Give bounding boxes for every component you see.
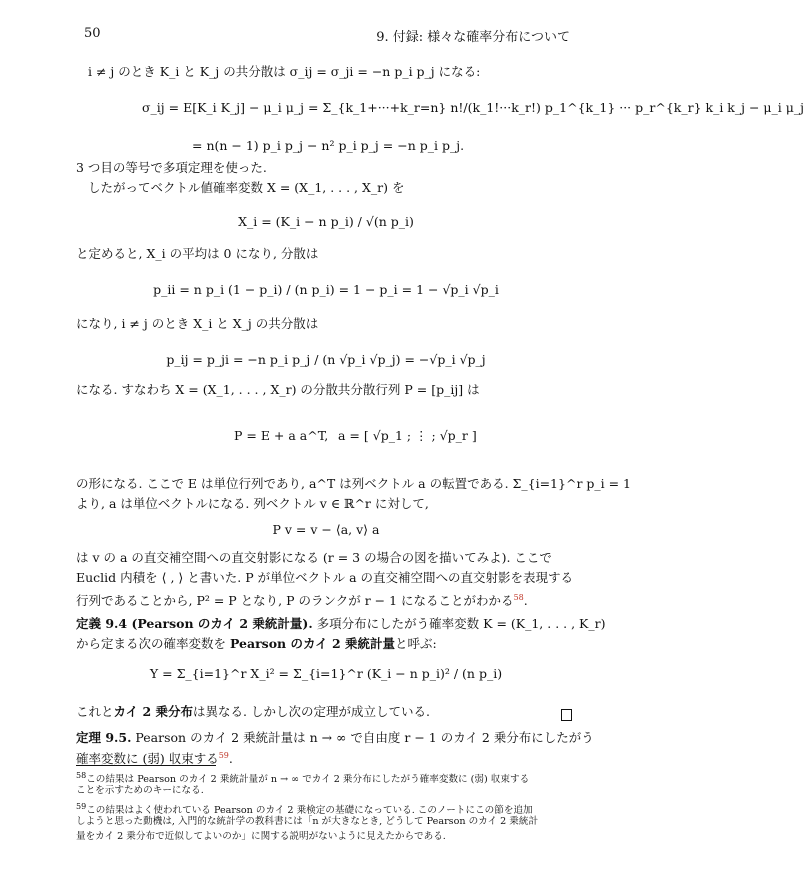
text: と呼ぶ: (395, 636, 437, 651)
text: . (523, 593, 528, 609)
footnote-59-cont: しようと思った動機は, 入門的な統計学の教科書には「n が大きなとき, どうして Pearson のカイ 2 乗統計 (76, 816, 539, 827)
definition-heading-line (76, 614, 606, 634)
footnote-number: 58 (76, 771, 87, 780)
equation-covariance-x: p_ij = p_ji = −n p_i p_j / (n √p_i √p_j) = −√p_i √p_j (166, 352, 486, 367)
theorem-text: Pearson のカイ 2 乗統計量は n → ∞ で自由度 r − 1 のカイ 2 乗分布にしたがう (131, 730, 594, 745)
paragraph-line: になる. すなわち X = (X_1, . . . , X_r) の分散共分散行列 P = [p_ij] は (76, 382, 480, 397)
definition-text: 多項分布にしたがう確率変数 K = (K_1, . . . , K_r) (312, 616, 606, 631)
footnote-59-cont: 量をカイ 2 乗分布で近似してよいのか」に関する説明がないように見えたからである. (76, 831, 446, 842)
paragraph-line (76, 702, 576, 722)
equation-pearson: Y = Σ_{i=1}^r X_i² = Σ_{i=1}^r (K_i − n p_i)² / (n p_i) (149, 666, 503, 681)
footnote-text: この結果は Pearson のカイ 2 乗統計量が n → ∞ でカイ 2 乗分布にしたがう確率変数に (弱) 収束する (86, 774, 530, 786)
equation-covariance-result: = n(n − 1) p_i p_j − n² p_i p_j = −n p_i p_j. (192, 138, 465, 153)
paragraph-line (76, 588, 576, 611)
paragraph-line: Euclid 内積を ⟨ , ⟩ と書いた. P が単位ベクトル a の直交補空間への直交射影を表現する (76, 570, 573, 585)
paragraph-line: の形になる. ここで E は単位行列であり, a^T は列ベクトル a の転置である. Σ_{i=1}^r p_i = 1 (76, 476, 632, 491)
text: これと (76, 704, 114, 719)
text: は異なる. しかし次の定理が成立している. (193, 704, 430, 719)
text: から定まる次の確率変数を (76, 636, 230, 651)
paragraph-line: は v の a の直交補空間への直交射影になる (r = 3 の場合の図を描いてみよ). ここで (76, 550, 552, 565)
qed-box (561, 709, 572, 721)
paragraph-line: 3 つ目の等号で多項定理を使った. (76, 160, 267, 175)
definition-line (76, 634, 576, 654)
text: . (228, 751, 233, 767)
footnote-text: この結果はよく使われている Pearson のカイ 2 乗検定の基礎になっている. このノートにこの節を追加 (86, 805, 533, 817)
footnote-rule (76, 765, 216, 766)
paragraph-line: i ≠ j のとき K_i と K_j の共分散は σ_ij = σ_ji = −n p_i p_j になる: (88, 64, 481, 79)
definition-title: 定義 9.4 (Pearson のカイ 2 乗統計量). (76, 616, 313, 631)
equation-projection: P v = v − ⟨a, v⟩ a (272, 522, 380, 537)
equation-variance: p_ii = n p_i (1 − p_i) / (n p_i) = 1 − p_i = 1 − √p_i √p_i (153, 282, 499, 297)
footnote-58-cont: ことを示すためのキーになる. (76, 785, 204, 796)
equation-covariance: σ_ij = E[K_i K_j] − μ_i μ_j = Σ_{k_1+···+k_r=n} n!/(k_1!···k_r!) p_1^{k_1} ··· p_r^{k_r} k_i k_j − μ_i μ_j (142, 100, 804, 115)
equation-standardized: X_i = (K_i − n p_i) / √(n p_i) (238, 214, 414, 229)
footnote-ref-59[interactable]: 59 (218, 751, 229, 760)
term-bold: カイ 2 乗分布 (113, 704, 194, 719)
footnote-ref-58[interactable]: 58 (513, 593, 524, 602)
footnote-number: 59 (76, 802, 87, 811)
running-header: 9. 付録: 様々な確率分布について (376, 30, 570, 45)
text: 確率変数に (弱) 収束する (76, 751, 219, 767)
paragraph-line: したがってベクトル値確率変数 X = (X_1, . . . , X_r) を (88, 180, 405, 195)
text: 行列であることから, P² = P となり, P のランクが r − 1 になることがわかる (76, 593, 514, 609)
equation-matrix-p: P = E + a a^T, (234, 428, 329, 443)
equation-vector-a: a = [ √p_1 ; ⋮ ; √p_r ] (338, 428, 477, 443)
paragraph-line: より, a は単位ベクトルになる. 列ベクトル v ∈ ℝ^r に対して, (76, 496, 429, 511)
theorem-title: 定理 9.5. (76, 730, 132, 745)
paragraph-line: と定めると, X_i の平均は 0 になり, 分散は (76, 246, 319, 261)
term-bold: Pearson のカイ 2 乗統計量 (229, 636, 396, 651)
page-number: 50 (84, 26, 101, 41)
paragraph-line: になり, i ≠ j のとき X_i と X_j の共分散は (76, 316, 319, 331)
theorem-heading-line (76, 728, 594, 748)
